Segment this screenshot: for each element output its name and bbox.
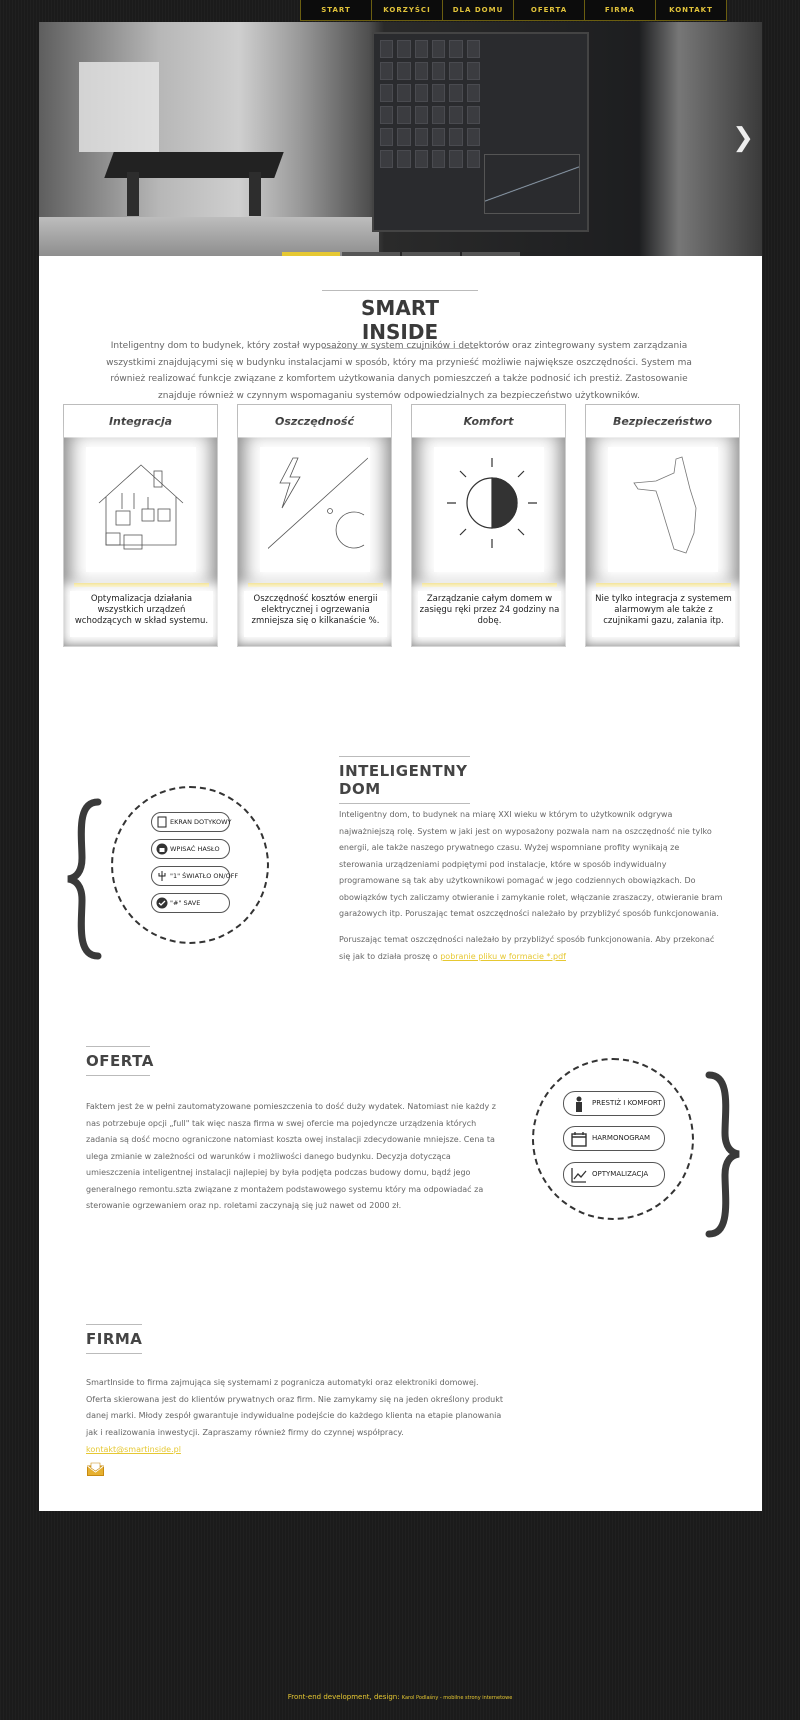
card-text: Optymalizacja działania wszystkich urządzeń wchodzących w skład systemu. — [70, 591, 213, 637]
features-circle — [111, 786, 269, 944]
hero-table-leg — [127, 172, 139, 216]
page-content — [39, 22, 762, 1511]
dom-text: Inteligentny dom, to budynek na miarę XXI wieku w którym to użytkownik odgrywa najważniejszą rolę. System w jaki jest on wyposażony pozwala nam na oszczędność nie tylko energii, ale także naszego prywatnego czasu. Wyżej wspomniane profity wynikają ze sterowania urządzeniami podpiętymi pod instalacje, które w sposób indywidualny programowane są tak aby użytkownikowi pomagać w jego codziennych obowiązkach. Do obowiązków tych zaliczamy otwieranie i zamykanie rolet, włączanie zraszaczy, otwieranie bram garażowych itp. Poruszając temat oszczędności należało by przybliżyć sposób funkcjonowania. — [339, 810, 723, 918]
hero-slider — [39, 22, 762, 256]
card-title: Oszczędność — [238, 405, 391, 438]
contact-email-link[interactable]: kontakt@smartinside.pl — [86, 1445, 181, 1454]
card-text: Nie tylko integracja z systemem alarmowym ale także z czujnikami gazu, zalania itp. — [592, 591, 735, 637]
pill-label: PRESTIŻ I KOMFORT — [592, 1099, 662, 1107]
nav-start[interactable]: START — [300, 0, 372, 21]
nav-kontakt[interactable]: KONTAKT — [655, 0, 727, 21]
pill-schedule — [563, 1126, 665, 1151]
pdf-download-link[interactable]: pobranie pliku w formacie *.pdf — [440, 951, 566, 961]
chevron-right-icon[interactable]: ❯ — [732, 123, 754, 153]
section-title-dom: INTELIGENTNY DOM — [339, 756, 470, 804]
pill-label: HARMONOGRAM — [592, 1134, 651, 1142]
dom-text-2 — [339, 932, 725, 965]
footer-author-link[interactable]: Karol Podlaśny - mobilne strony internetowe — [401, 1695, 513, 1701]
dog-icon — [616, 453, 716, 563]
hero-touch-panel — [372, 32, 589, 232]
card-bezpieczenstwo — [585, 404, 740, 647]
slider-dot[interactable] — [282, 252, 340, 256]
main-nav — [301, 0, 727, 21]
person-icon — [571, 1096, 587, 1112]
card-integracja — [63, 404, 218, 647]
slider-dots — [282, 252, 520, 256]
pill-label: OPTYMALIZACJA — [592, 1170, 649, 1178]
pill-optimization — [563, 1162, 665, 1187]
pill-label: EKRAN DOTYKOWY — [170, 818, 232, 826]
section-title-oferta: OFERTA — [86, 1046, 150, 1076]
dom-text-2-body: Poruszając temat oszczędności należało by przybliżyć sposób funkcjonowania. Aby przekonać się jak to działa proszę o — [339, 935, 715, 961]
card-oszczednosc — [237, 404, 392, 647]
pill-light — [151, 866, 239, 886]
left-brace-icon — [64, 798, 104, 960]
footer-label: Front-end development, design: — [287, 1693, 400, 1701]
calendar-icon — [571, 1131, 587, 1147]
card-text: Zarządzanie całym domem w zasięgu ręki przez 24 godziny na dobę. — [418, 591, 561, 637]
right-brace-icon — [703, 1071, 743, 1238]
plug-icon — [156, 870, 168, 882]
card-title: Integracja — [64, 405, 217, 438]
firma-text: SmartInside to firma zajmująca się systemami z pogranicza automatyki oraz elektroniki domowej. Oferta skierowana jest do klientów prywatnych oraz firm. Nie zamykamy się na jeden określony produkt danej marki. Młody zespół gwarantuje indywidualne podejście do każdego klienta na etapie planowania jak i realizowania inwestycji. Zapraszamy również firmy do czynnej współpracy. — [86, 1378, 504, 1437]
energy-icon — [268, 453, 368, 563]
section-title-firma: FIRMA — [86, 1324, 142, 1354]
footer-credit — [0, 1693, 800, 1701]
pill-prestige — [563, 1091, 665, 1116]
nav-oferta[interactable]: OFERTA — [513, 0, 585, 21]
slider-dot[interactable] — [402, 252, 460, 256]
hero-window — [79, 62, 159, 152]
sun-icon — [442, 453, 542, 563]
pill-label: "1" ŚWIATŁO ON/OFF — [170, 872, 239, 880]
pill-touch-screen — [151, 812, 230, 832]
slider-dot[interactable] — [462, 252, 520, 256]
card-title: Bezpieczeństwo — [586, 405, 739, 438]
tablet-icon — [156, 816, 168, 828]
page-title: SMART INSIDE — [322, 290, 478, 349]
lock-icon — [156, 843, 168, 855]
house-icon — [94, 453, 189, 563]
pill-label: WPISAĆ HASŁO — [170, 845, 220, 853]
pill-password — [151, 839, 230, 859]
pill-save — [151, 893, 230, 913]
card-title: Komfort — [412, 405, 565, 438]
hero-floor — [39, 217, 379, 256]
card-komfort — [411, 404, 566, 647]
nav-korzysci[interactable]: KORZYŚCI — [371, 0, 443, 21]
pill-label: "#" SAVE — [170, 899, 201, 907]
intro-text: Inteligentny dom to budynek, który został wyposażony w system czujników i detektorów oraz zintegrowany system zarządzania wszystkimi znajdującymi się w budynku instalacjami w sposób, który ma przynieść możliwie największe oszczędności. System ma również realizować funkcje związane z komfortem użytkowania danych pomieszczeń a także podnosić ich prestiż. Zastosowanie znajduje również w czynnym wspomaganiu systemów odpowiedzialnych za bezpieczeństwo użytkowników. — [106, 341, 692, 401]
hero-table-leg — [249, 172, 261, 216]
chart-icon — [571, 1167, 587, 1183]
check-icon — [156, 897, 168, 909]
card-text: Oszczędność kosztów energii elektrycznej i ogrzewania zmniejsza się o kilkanaście %. — [244, 591, 387, 637]
nav-dla-domu[interactable]: DLA DOMU — [442, 0, 514, 21]
oferta-text: Faktem jest że w pełni zautomatyzowane pomieszczenia to dość duży wydatek. Natomiast nie każdy z nas potrzebuje opcji „full" tak więc nasza firma w swej ofercie ma pojedyncze urządzenia których zadania są dość mocno ograniczone natomiast koszta owej instalacji zdecydowanie mniejsze. Cena ta ulega zmianie w zależności od warunków i możliwości danego budynku. Decyzja dotycząca umieszczenia inteligentnej instalacji najlepiej by była podjęta podczas budowy domu, bądź jego generalnego remontu.szta związane z montażem podstawowego systemu który ma odpowiadać za sterowanie ogrzewaniem oraz np. roletami zaczynają się już nawet od 2000 zł. — [86, 1102, 496, 1210]
envelope-icon[interactable] — [87, 1462, 104, 1476]
slider-dot[interactable] — [342, 252, 400, 256]
nav-firma[interactable]: FIRMA — [584, 0, 656, 21]
